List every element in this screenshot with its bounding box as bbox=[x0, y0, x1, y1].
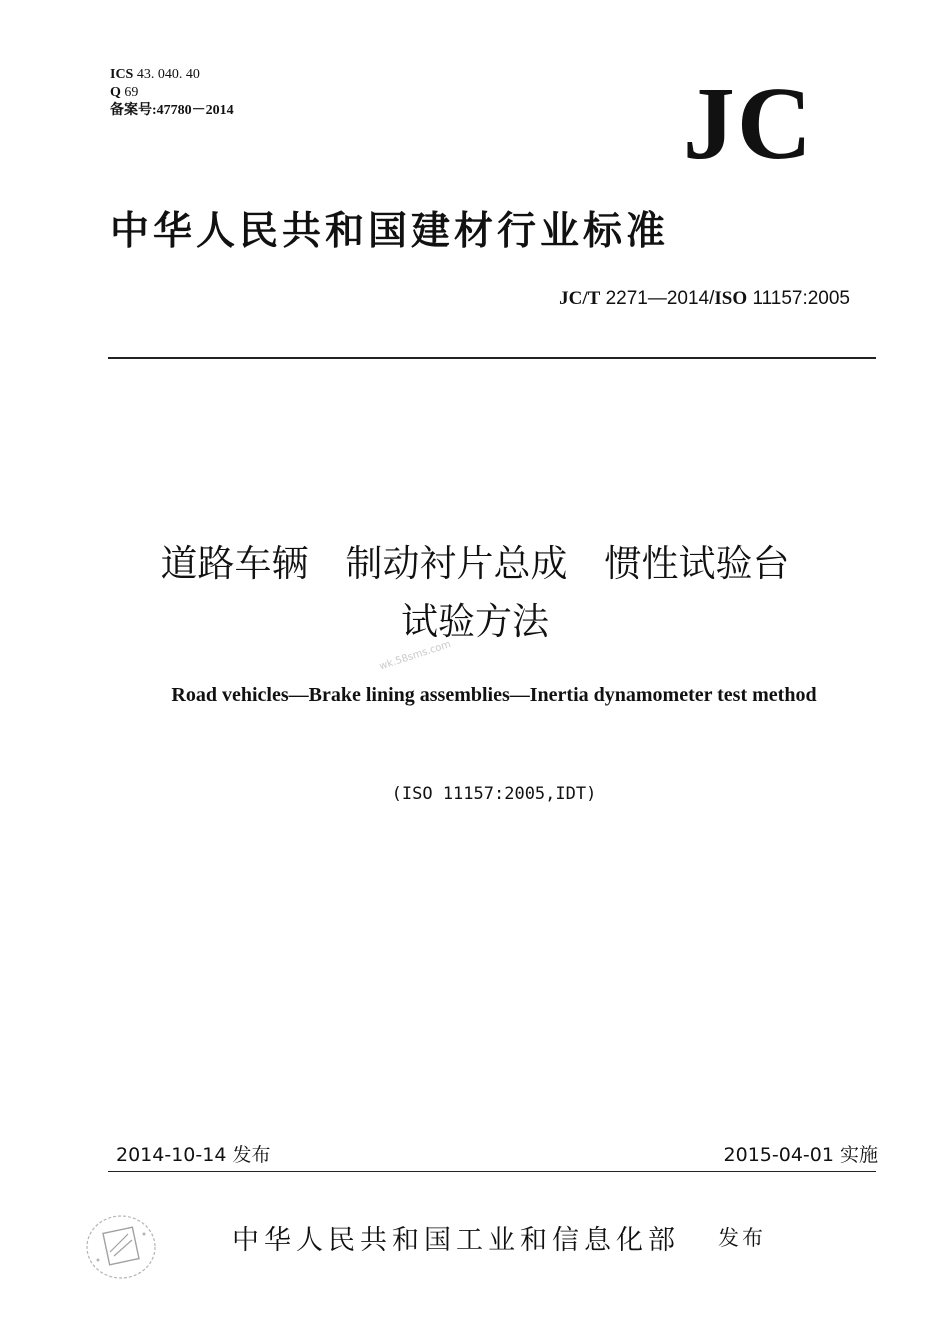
standard-type-heading: 中华人民共和国建材行业标准 bbox=[110, 209, 670, 254]
iso-code: 11157:2005 bbox=[752, 288, 850, 309]
issuing-authority: 中华人民共和国工业和信息化部 bbox=[232, 1225, 680, 1256]
standard-code: 2271—2014/ bbox=[605, 288, 715, 309]
issue-date: 2014-10-14 发布 bbox=[116, 1144, 271, 1166]
watermark-text: wk.58sms.com bbox=[378, 638, 453, 673]
iso-prefix: ISO bbox=[714, 288, 748, 309]
bottom-divider bbox=[108, 1171, 876, 1172]
standard-prefix: JC/T bbox=[559, 288, 601, 309]
iso-equivalence: (ISO 11157:2005,IDT) bbox=[391, 784, 597, 804]
ics-code: 43. 040. 40 bbox=[136, 67, 200, 82]
standard-number bbox=[559, 288, 850, 310]
q-code: 69 bbox=[124, 85, 139, 100]
q-label: Q bbox=[110, 85, 121, 100]
chinese-title-line2: 试验方法 bbox=[401, 600, 549, 643]
jc-logo: JC bbox=[682, 66, 814, 181]
english-title: Road vehicles—Brake lining assemblies—Inertia dynamometer test method bbox=[171, 684, 817, 706]
implementation-date: 2015-04-01 实施 bbox=[723, 1144, 878, 1166]
seal-stamp-icon bbox=[84, 1212, 158, 1282]
ics-label: ICS bbox=[110, 67, 134, 82]
chinese-title-line1: 道路车辆 制动衬片总成 惯性试验台 bbox=[160, 542, 790, 585]
top-divider bbox=[108, 357, 876, 359]
record-number: 备案号:47780－2014 bbox=[110, 103, 234, 118]
issued-label: 发布 bbox=[718, 1226, 766, 1250]
standard-metadata bbox=[110, 66, 234, 120]
